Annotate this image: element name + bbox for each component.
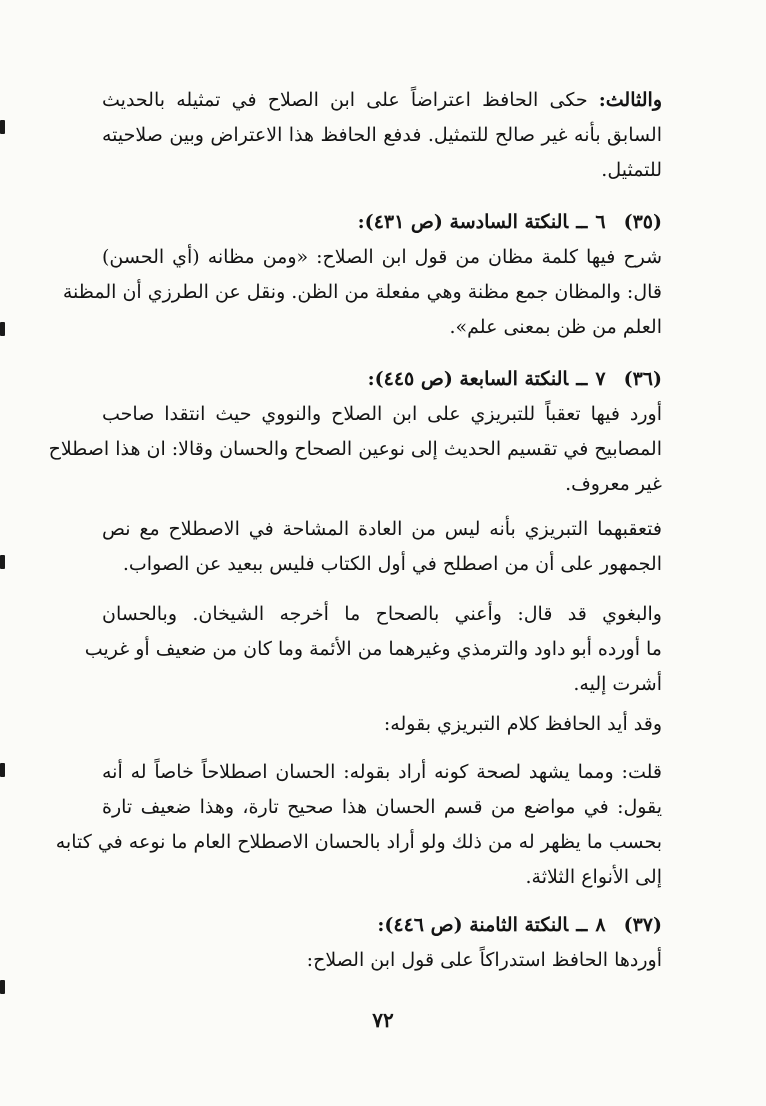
paragraph-line: يقول: في مواضع من قسم الحسان هذا صحيح تارة، وهذا ضعيف تارة	[102, 796, 662, 818]
margin-mark	[0, 120, 5, 134]
paragraph-line: غير معروف.	[565, 473, 662, 495]
paragraph-line: بحسب ما يظهر له من ذلك ولو أراد بالحسان الاصطلاح العام ما نوعه في كتابه	[55, 831, 662, 853]
paragraph-line: إلى الأنواع الثلاثة.	[525, 866, 662, 888]
paragraph-line: قلت: ومما يشهد لصحة كونه أراد بقوله: الحسان اصطلاحاً خاصاً له أنه	[102, 761, 662, 783]
heading-number: (٣٥)	[623, 211, 662, 233]
section-heading: (٣٥)٦ــالنكتة السادسة (ص ٤٣١):	[357, 211, 662, 233]
text-span: حكى الحافظ اعتراضاً على ابن الصلاح في تمثيله بالحديث	[102, 89, 588, 111]
heading-index: ٨	[595, 914, 606, 936]
heading-title: النكتة السابعة (ص ٤٤٥):	[367, 368, 569, 390]
paragraph-line: أوردها الحافظ استدراكاً على قول ابن الصلاح:	[306, 949, 662, 971]
paragraph-line: الجمهور على أن من اصطلح في أول الكتاب فليس ببعيد عن الصواب.	[122, 553, 662, 575]
section-heading: (٣٧)٨ــالنكتة الثامنة (ص ٤٤٦):	[377, 914, 662, 936]
paragraph-line: المصابيح في تقسيم الحديث إلى نوعين الصحاح والحسان وقالا: ان هذا اصطلاح	[48, 438, 662, 460]
paragraph-line: السابق بأنه غير صالح للتمثيل. فدفع الحافظ هذا الاعتراض وبين صلاحيته	[102, 124, 662, 146]
heading-title: النكتة الثامنة (ص ٤٤٦):	[377, 914, 569, 936]
margin-mark	[0, 555, 5, 569]
paragraph-line: والبغوي قد قال: وأعني بالصحاح ما أخرجه الشيخان. وبالحسان	[102, 603, 662, 625]
paragraph-line: العلم من ظن بمعنى علم».	[449, 316, 662, 338]
paragraph-line: شرح فيها كلمة مظان من قول ابن الصلاح: «ومن مظانه (أي الحسن)	[102, 246, 662, 268]
paragraph-line: فتعقبهما التبريزي بأنه ليس من العادة المشاحة في الاصطلاح مع نص	[102, 518, 662, 540]
paragraph-line: أشرت إليه.	[573, 673, 662, 695]
paragraph-line: وقد أيد الحافظ كلام التبريزي بقوله:	[383, 713, 662, 735]
paragraph-line: ما أورده أبو داود والترمذي وغيرهما من الأئمة وما كان من ضعيف أو غريب	[84, 638, 662, 660]
lead-word: والثالث:	[598, 89, 662, 111]
heading-index: ٦	[595, 211, 606, 233]
heading-title: النكتة السادسة (ص ٤٣١):	[357, 211, 569, 233]
margin-mark	[0, 980, 5, 994]
paragraph-line	[102, 85, 662, 115]
paragraph-line: للتمثيل.	[601, 159, 662, 181]
heading-number: (٣٧)	[623, 914, 662, 936]
heading-number: (٣٦)	[623, 368, 662, 390]
heading-index: ٧	[595, 368, 606, 390]
paragraph-line: أورد فيها تعقباً للتبريزي على ابن الصلاح والنووي حيث انتقدا صاحب	[102, 403, 662, 425]
margin-mark	[0, 322, 5, 336]
section-heading: (٣٦)٧ــالنكتة السابعة (ص ٤٤٥):	[367, 368, 662, 390]
paragraph-line: قال: والمظان جمع مظنة وهي مفعلة من الظن. ونقل عن الطرزي أن المظنة	[62, 281, 662, 303]
margin-mark	[0, 763, 5, 777]
page-number: ٧٢	[372, 1008, 394, 1032]
